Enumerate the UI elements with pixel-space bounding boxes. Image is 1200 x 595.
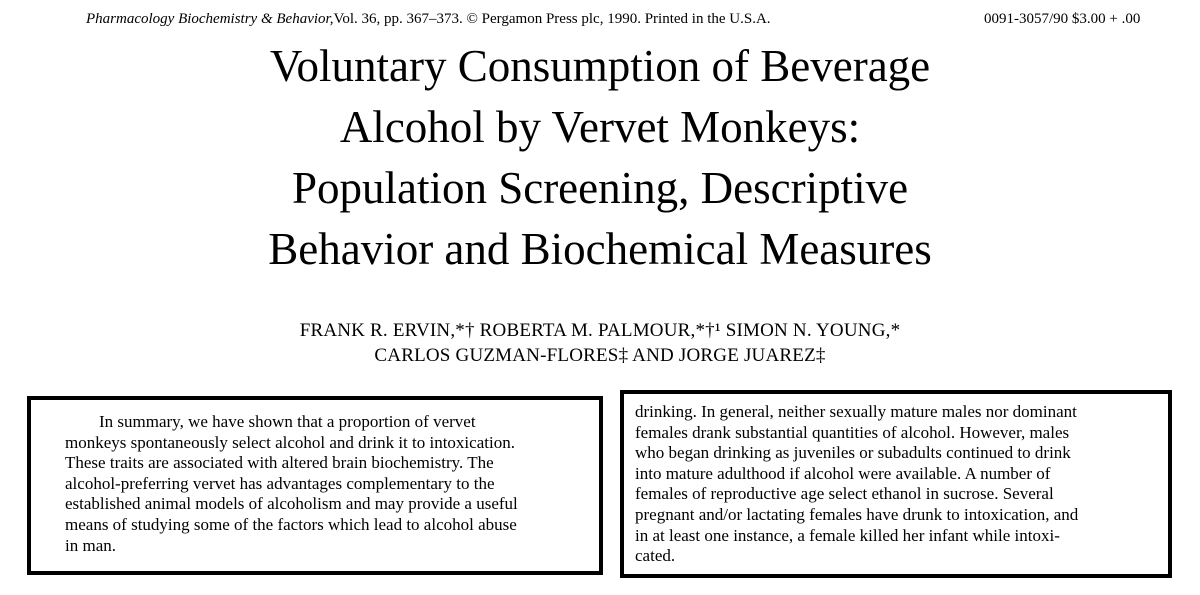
- article-code: 0091-3057/90 $3.00 + .00: [984, 11, 1141, 27]
- excerpt-line: These traits are associated with altered brain biochemistry. The: [65, 453, 494, 473]
- excerpt-line: drinking. In general, neither sexually mature males nor dominant: [635, 402, 1077, 421]
- running-header: [86, 11, 771, 28]
- drinking-excerpt-box: [620, 390, 1172, 578]
- authors-line: CARLOS GUZMAN-FLORES‡ AND JORGE JUAREZ‡: [374, 345, 826, 366]
- article-title: [100, 36, 1100, 280]
- summary-excerpt-box: [27, 396, 603, 575]
- journal-name: Pharmacology Biochemistry & Behavior,: [86, 11, 334, 27]
- excerpt-line: monkeys spontaneously select alcohol and drink it to intoxication.: [65, 432, 515, 452]
- excerpt-line: alcohol-preferring vervet has advantages complementary to the: [65, 473, 495, 493]
- authors-line: FRANK R. ERVIN,*† ROBERTA M. PALMOUR,*†¹ SIMON N. YOUNG,*: [299, 320, 901, 341]
- title-line: Voluntary Consumption of Beverage: [269, 41, 931, 91]
- excerpt-line: who began drinking as juveniles or subadults continued to drink: [635, 443, 1071, 463]
- excerpt-line: established animal models of alcoholism and may provide a useful: [65, 494, 518, 514]
- title-line: Alcohol by Vervet Monkeys:: [339, 102, 861, 152]
- author-list: [100, 318, 1100, 368]
- drinking-excerpt-text: [635, 402, 1078, 567]
- excerpt-line: means of studying some of the factors which lead to alcohol abuse: [65, 514, 517, 534]
- excerpt-line: into mature adulthood if alcohol were available. A number of: [635, 463, 1051, 483]
- excerpt-line: females of reproductive age select ethanol in sucrose. Several: [635, 484, 1054, 504]
- excerpt-line: In summary, we have shown that a proportion of vervet: [99, 412, 476, 431]
- summary-excerpt-text: [65, 412, 518, 556]
- excerpt-line: in at least one instance, a female killed her infant while intoxi-: [635, 525, 1060, 545]
- excerpt-line: pregnant and/or lactating females have drunk to intoxication, and: [635, 504, 1079, 524]
- excerpt-line: cated.: [635, 546, 676, 566]
- title-line: Behavior and Biochemical Measures: [268, 224, 932, 274]
- excerpt-line: females drank substantial quantities of alcohol. However, males: [635, 422, 1070, 442]
- title-line: Population Screening, Descriptive: [291, 163, 909, 213]
- citation-info: Vol. 36, pp. 367–373. © Pergamon Press plc, 1990. Printed in the U.S.A.: [333, 11, 771, 27]
- excerpt-line: in man.: [65, 535, 116, 555]
